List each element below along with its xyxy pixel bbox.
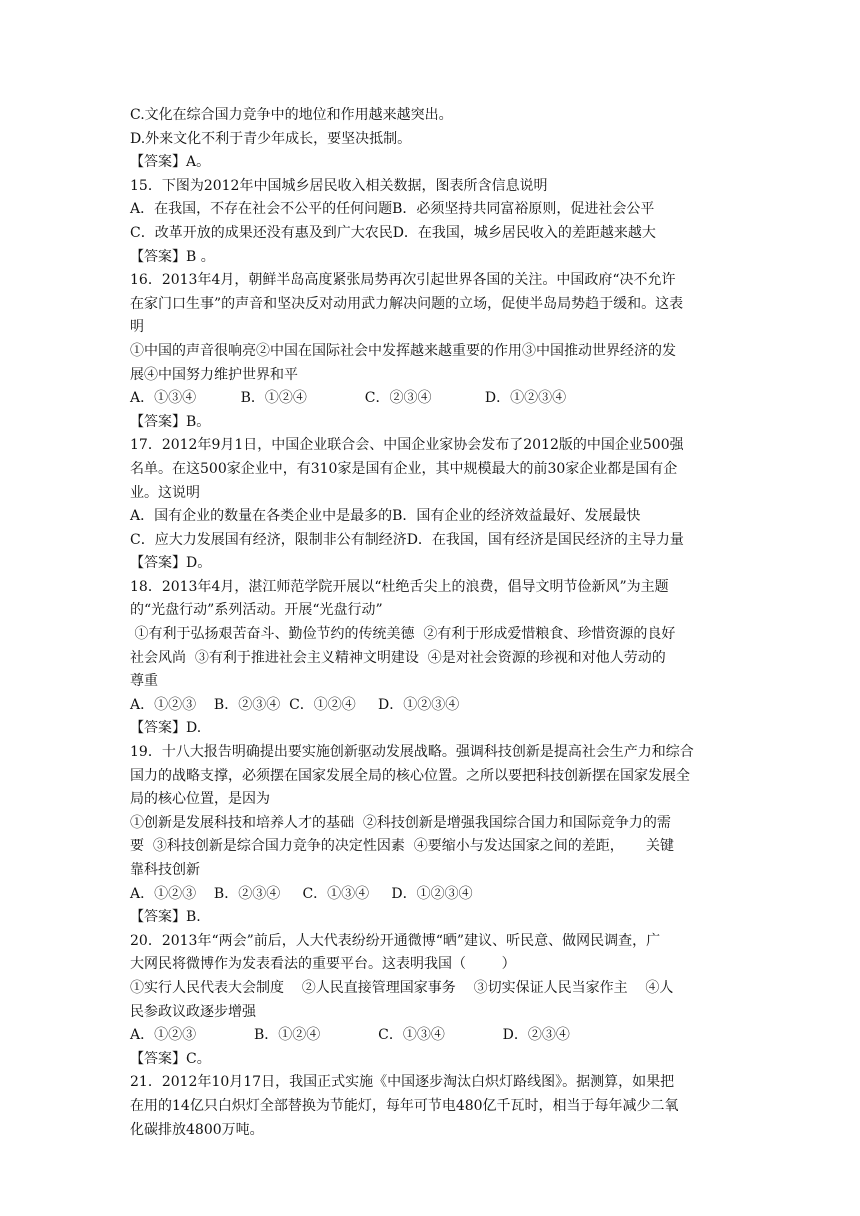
text-line: 19．十八大报告明确提出要实施创新驱动发展战略。强调科技创新是提高社会生产力和综合 <box>130 744 694 761</box>
text-line: A．①②③ B．②③④ C．①②④ D．①②③④ <box>130 696 460 713</box>
text-line: 名单。在这500家企业中，有310家是国有企业，其中规模最大的前30家企业都是国有企 <box>130 460 678 477</box>
text-line: 【答案】B 。 <box>130 248 215 265</box>
text-line: 【答案】B。 <box>130 413 211 430</box>
text-line: ①中国的声音很响亮②中国在国际社会中发挥越来越重要的作用③中国推动世界经济的发 <box>130 342 676 359</box>
text-line: 要 ③科技创新是综合国力竞争的决定性因素 ④要缩小与发达国家之间的差距， 关键 <box>130 838 675 855</box>
text-line: 的“光盘行动”系列活动。开展“光盘行动” <box>130 602 383 619</box>
text-line: 【答案】D。 <box>130 555 212 572</box>
text-line: A．①③④ B．①②④ C．②③④ D．①②③④ <box>130 390 567 407</box>
text-line: 民参政议政逐步增强 <box>130 1003 256 1020</box>
text-line: 尊重 <box>130 673 158 690</box>
text-line: 21．2012年10月17日，我国正式实施《中国逐步淘汰白炽灯路线图》。据测算，如果把 <box>130 1074 675 1091</box>
text-line: A．在我国，不存在社会不公平的任何问题B．必须坚持共同富裕原则，促进社会公平 <box>130 201 655 218</box>
text-line: 【答案】B. <box>130 909 201 926</box>
text-line: A．①②③ B．②③④ C．①③④ D．①②③④ <box>130 885 473 902</box>
text-line: C.文化在综合国力竞争中的地位和作用越来越突出。 <box>130 107 453 123</box>
text-line: 17．2012年9月1日，中国企业联合会、中国企业家协会发布了2012版的中国企业500强 <box>130 437 684 454</box>
text-line: D.外来文化不利于青少年成长，要坚决抵制。 <box>130 130 412 147</box>
text-line: 大网民将微博作为发表看法的重要平台。这表明我国（ ） <box>130 956 516 973</box>
text-line: 靠科技创新 <box>130 862 200 878</box>
text-line: ①创新是发展科技和培养人才的基础 ②科技创新是增强我国综合国力和国际竞争力的需 <box>130 814 671 831</box>
text-line: 化碳排放4800万吨。 <box>130 1121 264 1138</box>
text-line: 社会风尚 ③有利于推进社会主义精神文明建设 ④是对社会资源的珍视和对他人劳动的 <box>130 649 666 666</box>
text-line: C．改革开放的成果还没有惠及到广大农民D．在我国，城乡居民收入的差距越来越大 <box>130 224 656 241</box>
text-line: 16．2013年4月，朝鲜半岛高度紧张局势再次引起世界各国的关注。中国政府“决不允许 <box>130 272 676 289</box>
text-line: 15．下图为2012年中国城乡居民收入相关数据，图表所含信息说明 <box>130 177 548 194</box>
text-line: 展④中国努力维护世界和平 <box>130 366 298 383</box>
text-line: 业。这说明 <box>130 484 200 501</box>
text-line: 【答案】C。 <box>130 1050 211 1067</box>
text-line: 【答案】A。 <box>130 154 211 171</box>
text-line: 18．2013年4月，湛江师范学院开展以“杜绝舌尖上的浪费，倡导文明节俭新风”为主题 <box>130 578 669 595</box>
text-line: 【答案】D. <box>130 720 202 737</box>
text-line: 20．2013年“两会”前后，人大代表纷纷开通微博“晒”建议、听民意、做网民调查，广 <box>130 932 661 949</box>
text-line: 明 <box>130 319 144 336</box>
text-line: A．①②③ B．①②④ C．①③④ D．②③④ <box>130 1027 570 1044</box>
text-line: 在家门口生事”的声音和坚决反对动用武力解决问题的立场，促使半岛局势趋于缓和。这表 <box>130 295 684 312</box>
text-line: ①实行人民代表大会制度 ②人民直接管理国家事务 ③切实保证人民当家作主 ④人 <box>130 979 674 996</box>
text-line: ①有利于弘扬艰苦奋斗、勤俭节约的传统美德 ②有利于形成爱惜粮食、珍惜资源的良好 <box>130 626 676 643</box>
text-line: 国力的战略支撑，必须摆在国家发展全局的核心位置。之所以要把科技创新摆在国家发展全 <box>130 767 690 784</box>
text-line: A．国有企业的数量在各类企业中是最多的B．国有企业的经济效益最好、发展最快 <box>130 508 641 525</box>
document-page <box>130 104 735 1142</box>
text-line: 局的核心位置，是因为 <box>130 791 270 808</box>
text-line: 在用的14亿只白炽灯全部替换为节能灯，每年可节电480亿千瓦时，相当于每年减少二氧 <box>130 1097 679 1114</box>
text-line: C．应大力发展国有经济，限制非公有制经济D．在我国，国有经济是国民经济的主导力量 <box>130 531 684 548</box>
